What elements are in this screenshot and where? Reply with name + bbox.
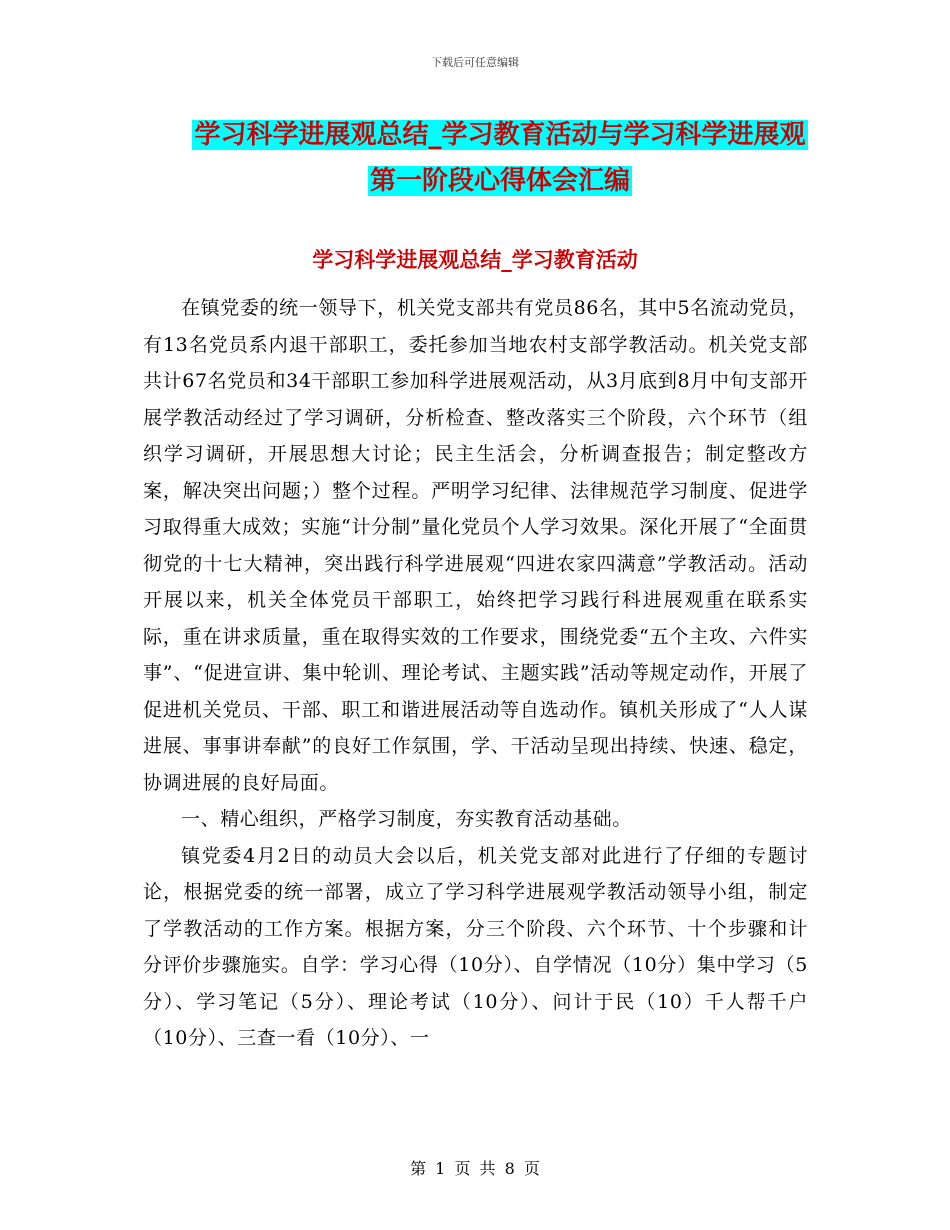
section-title: 学习科学进展观总结_学习教育活动 — [312, 248, 638, 272]
paragraph: 镇党委4月2日的动员大会以后，机关党支部对此进行了仔细的专题讨论，根据党委的统一部署，成立了学习科学进展观学教活动领导小组，制定了学教活动的工作方案。根据方案，分三个阶段、六个环节、十个步骤和计分评价步骤施实。自学：学习心得（10分）、自学情况（10分）集中学习（5分）、学习笔记（5分）、理论考试（10分）、问计于民（10）千人帮千户（10分）、三查一看（10分）、一 — [143, 844, 808, 1049]
paragraph: 一、精心组织，严格学习制度，夯实教育活动基础。 — [181, 808, 632, 830]
document-title — [140, 112, 860, 204]
title-line-1: 学习科学进展观总结_学习教育活动与学习科学进展观 — [194, 120, 806, 150]
title-line-2: 第一阶段心得体会汇编 — [369, 166, 630, 196]
page-footer: 第 1 页 共 8 页 — [410, 1159, 540, 1178]
paragraph: 在镇党委的统一领导下，机关党支部共有党员86名，其中5名流动党员，有13名党员系内退干部职工，委托参加当地农村支部学教活动。机关党支部共计67名党员和34干部职工参加科学进展观活动，从3月底到8月中旬支部开展学教活动经过了学习调研，分析检查、整改落实三个阶段，六个环节（组织学习调研，开展思想大讨论；民主生活会，分析调查报告；制定整改方案，解决突出问题；）整个过程。严明学习纪律、法律规范学习制度、促进学习取得重大成效；实施“计分制”量化党员个人学习效果。深化开展了“全面贯彻党的十七大精神，突出践行科学进展观“四进农家四满意”学教活动。活动开展以来，机关全体党员干部职工，始终把学习践行科进展观重在联系实际，重在讲求质量，重在取得实效的工作要求，围绕党委“五个主攻、六件实事”、“促进宣讲、集中轮训、理论考试、主题实践”活动等规定动作，开展了促进机关党员、干部、职工和谐进展活动等自选动作。镇机关形成了“人人谋进展、事事讲奉献”的良好工作氛围，学、干活动呈现出持续、快速、稳定，协调进展的良好局面。 — [143, 297, 808, 794]
header-note: 下载后可任意编辑 — [431, 56, 519, 69]
body-text — [143, 290, 808, 1057]
